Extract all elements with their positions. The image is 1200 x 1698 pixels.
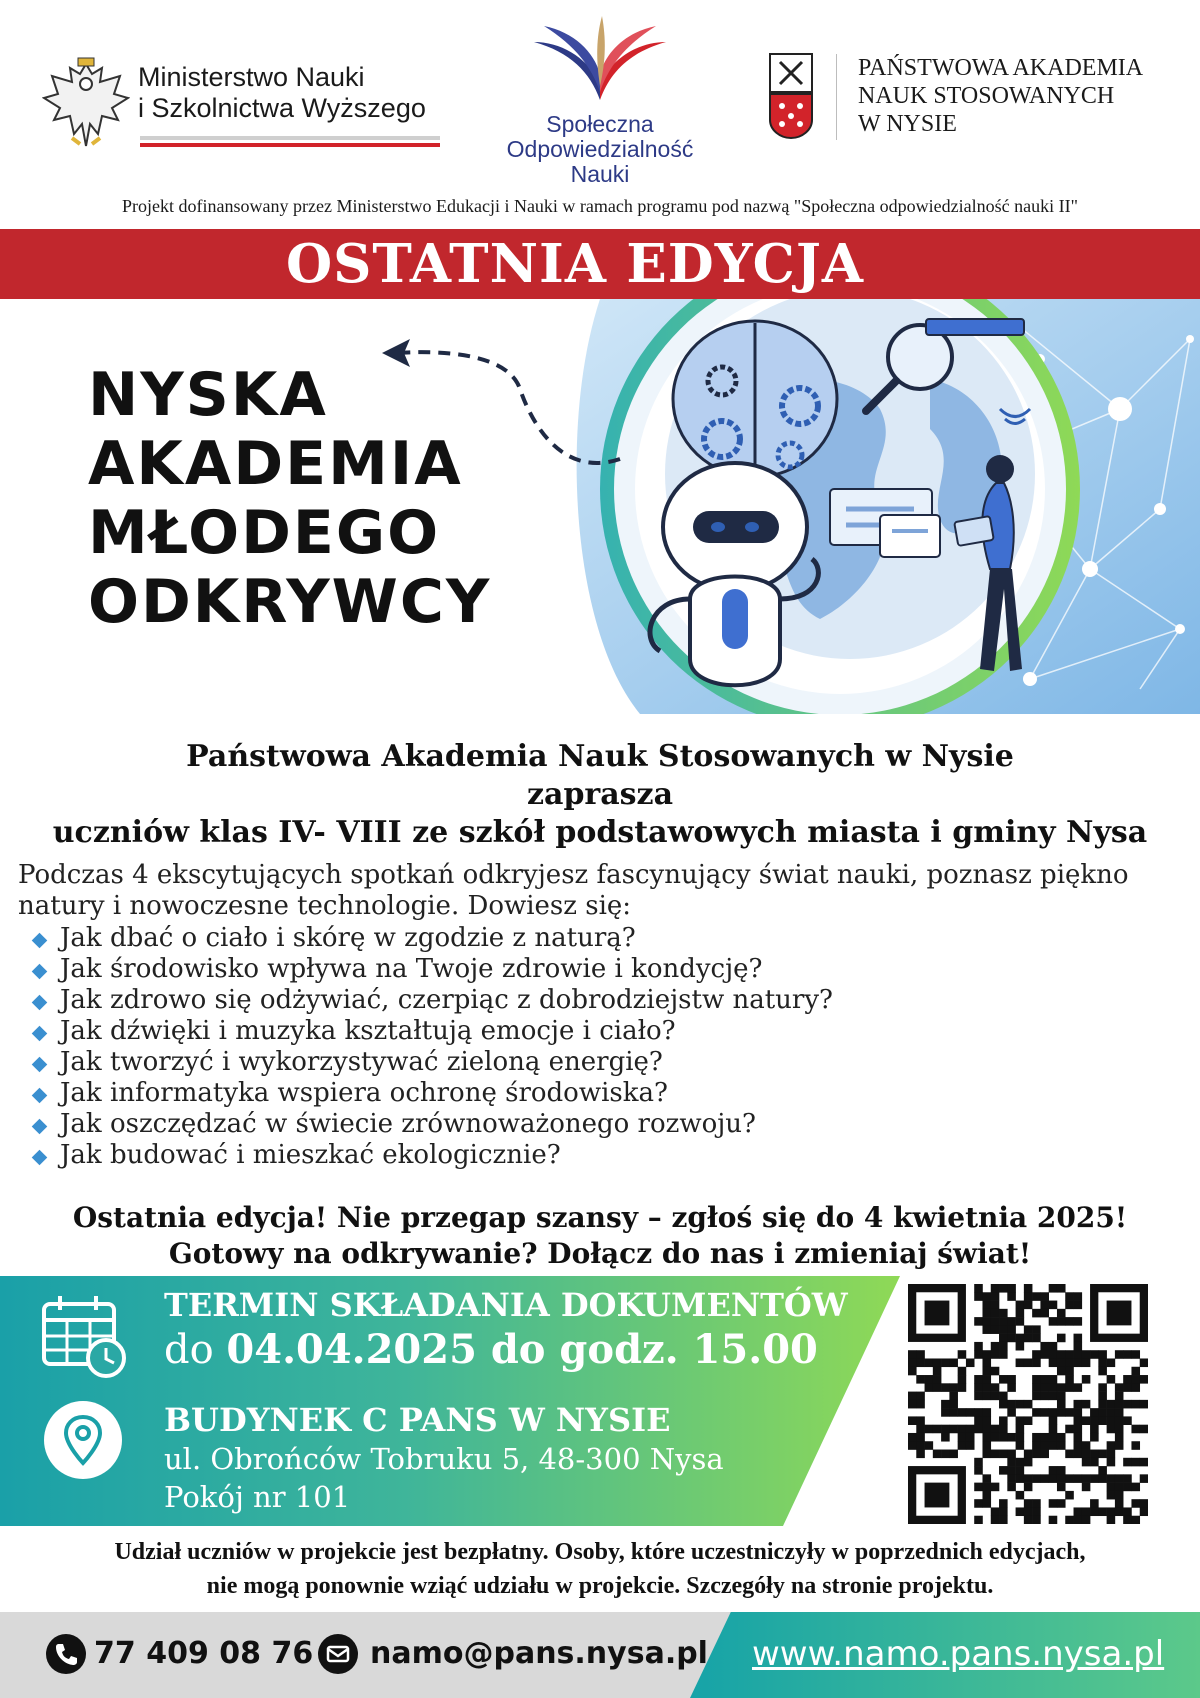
cta-line1: Ostatnia edycja! Nie przegap szansy – zgłoś się do 4 kwietnia 2025! <box>72 1201 1128 1234</box>
qr-code[interactable] <box>908 1284 1148 1524</box>
diamond-bullet-icon <box>32 1119 48 1135</box>
footer <box>0 1612 1200 1698</box>
notice-line2: nie mogą ponownie wziąć udziału w projekcie. Szczegóły na stronie projektu. <box>206 1573 994 1599</box>
deadline-date: do 04.04.2025 do godz. 15.00 <box>164 1326 818 1373</box>
ministry-name-line2: i Szkolnictwa Wyższego <box>138 93 426 123</box>
funding-note: Projekt dofinansowany przez Ministerstwo Edukacji i Nauki w ramach programu pod nazwą "Społeczna odpowiedzialność nauki II" <box>122 196 1078 216</box>
logo-divider <box>836 54 837 140</box>
hero-title-line1: NYSKA <box>88 360 328 430</box>
invite-line3: uczniów klas IV- VIII ze szkół podstawowych miasta i gminy Nysa <box>52 815 1148 850</box>
last-edition-banner <box>0 229 1200 299</box>
diamond-bullet-icon <box>32 995 48 1011</box>
cta-line2: Gotowy na odkrywanie? Dołącz do nas i zmieniaj świat! <box>168 1237 1032 1270</box>
diamond-bullet-icon <box>32 964 48 980</box>
diamond-bullet-icon <box>32 1088 48 1104</box>
invite-line2: zaprasza <box>526 777 674 812</box>
pans-line1: PAŃSTWOWA AKADEMIA <box>858 55 1144 81</box>
ministry-logo <box>42 52 442 152</box>
son-line3: Nauki <box>570 161 630 187</box>
ministry-name-line1: Ministerstwo Nauki <box>138 62 365 92</box>
pans-logo <box>768 52 1188 152</box>
list-item: Jak budować i mieszkać ekologicznie? <box>28 1140 1188 1171</box>
son-line1: Społeczna <box>546 111 654 137</box>
call-to-action <box>0 1200 1200 1272</box>
list-item: Jak zdrowo się odżywiać, czerpiąc z dobrodziejstw natury? <box>28 985 1188 1016</box>
shield-icon <box>768 52 814 140</box>
pans-line3: W NYSIE <box>858 111 957 137</box>
venue-room: Pokój nr 101 <box>164 1480 351 1514</box>
list-item: Jak dźwięki i muzyka kształtują emocje i ciało? <box>28 1016 1188 1047</box>
polish-eagle-icon <box>42 54 130 150</box>
deadline-title: TERMIN SKŁADANIA DOKUMENTÓW <box>164 1286 848 1324</box>
hero-title-line4: ODKRYWCY <box>88 567 492 637</box>
diamond-bullet-icon <box>32 1026 48 1042</box>
calendar-clock-icon <box>40 1292 128 1380</box>
hero-title-line2: AKADEMIA <box>88 429 463 499</box>
website-link[interactable]: www.namo.pans.nysa.pl <box>752 1634 1165 1674</box>
phone-icon <box>46 1634 86 1674</box>
intro-text <box>18 860 1188 922</box>
notice-line1: Udział uczniów w projekcie jest bezpłatny. Osoby, które uczestniczyły w poprzednich edycjach, <box>114 1539 1086 1565</box>
list-item: Jak dbać o ciało i skórę w zgodzie z naturą? <box>28 923 1188 954</box>
pans-line2: NAUK STOSOWANYCH <box>858 83 1115 109</box>
list-item: Jak tworzyć i wykorzystywać zieloną energię? <box>28 1047 1188 1078</box>
son-line2: Odpowiedzialność <box>506 136 694 162</box>
brand-mark-icon <box>530 12 670 102</box>
invitation <box>0 738 1200 852</box>
hero <box>0 299 1200 714</box>
header <box>0 0 1200 190</box>
info-band <box>0 1276 1200 1526</box>
list-item: Jak informatyka wspiera ochronę środowiska? <box>28 1078 1188 1109</box>
list-item: Jak oszczędzać w świecie zrównoważonego rozwoju? <box>28 1109 1188 1140</box>
mail-icon <box>318 1634 358 1674</box>
map-pin-icon <box>44 1401 122 1479</box>
venue-address <box>164 1440 724 1516</box>
venue-street: ul. Obrońców Tobruku 5, 48-300 Nysa <box>164 1442 724 1476</box>
venue-title: BUDYNEK C PANS W NYSIE <box>164 1401 671 1439</box>
diamond-bullet-icon <box>32 933 48 949</box>
intro-line2: natury i nowoczesne technologie. Dowiesz się: <box>18 891 632 921</box>
topic-list <box>28 923 1188 1171</box>
email-link[interactable]: namo@pans.nysa.pl <box>370 1636 708 1671</box>
hero-title-line3: MŁODEGO <box>88 498 441 568</box>
list-item: Jak środowisko wpływa na Twoje zdrowie i kondycję? <box>28 954 1188 985</box>
invite-line1: Państwowa Akademia Nauk Stosowanych w Nysie <box>186 739 1014 774</box>
phone-number[interactable]: 77 409 08 76 <box>94 1636 314 1671</box>
intro-line1: Podczas 4 ekscytujących spotkań odkryjesz fascynujący świat nauki, poznasz piękno <box>18 860 1129 890</box>
ministry-stripes <box>140 136 440 150</box>
diamond-bullet-icon <box>32 1057 48 1073</box>
hero-title <box>88 361 491 637</box>
banner-title: OSTATNIA EDYCJA <box>285 233 865 295</box>
diamond-bullet-icon <box>32 1150 48 1166</box>
participation-notice <box>0 1535 1200 1603</box>
son-logo <box>470 12 730 187</box>
